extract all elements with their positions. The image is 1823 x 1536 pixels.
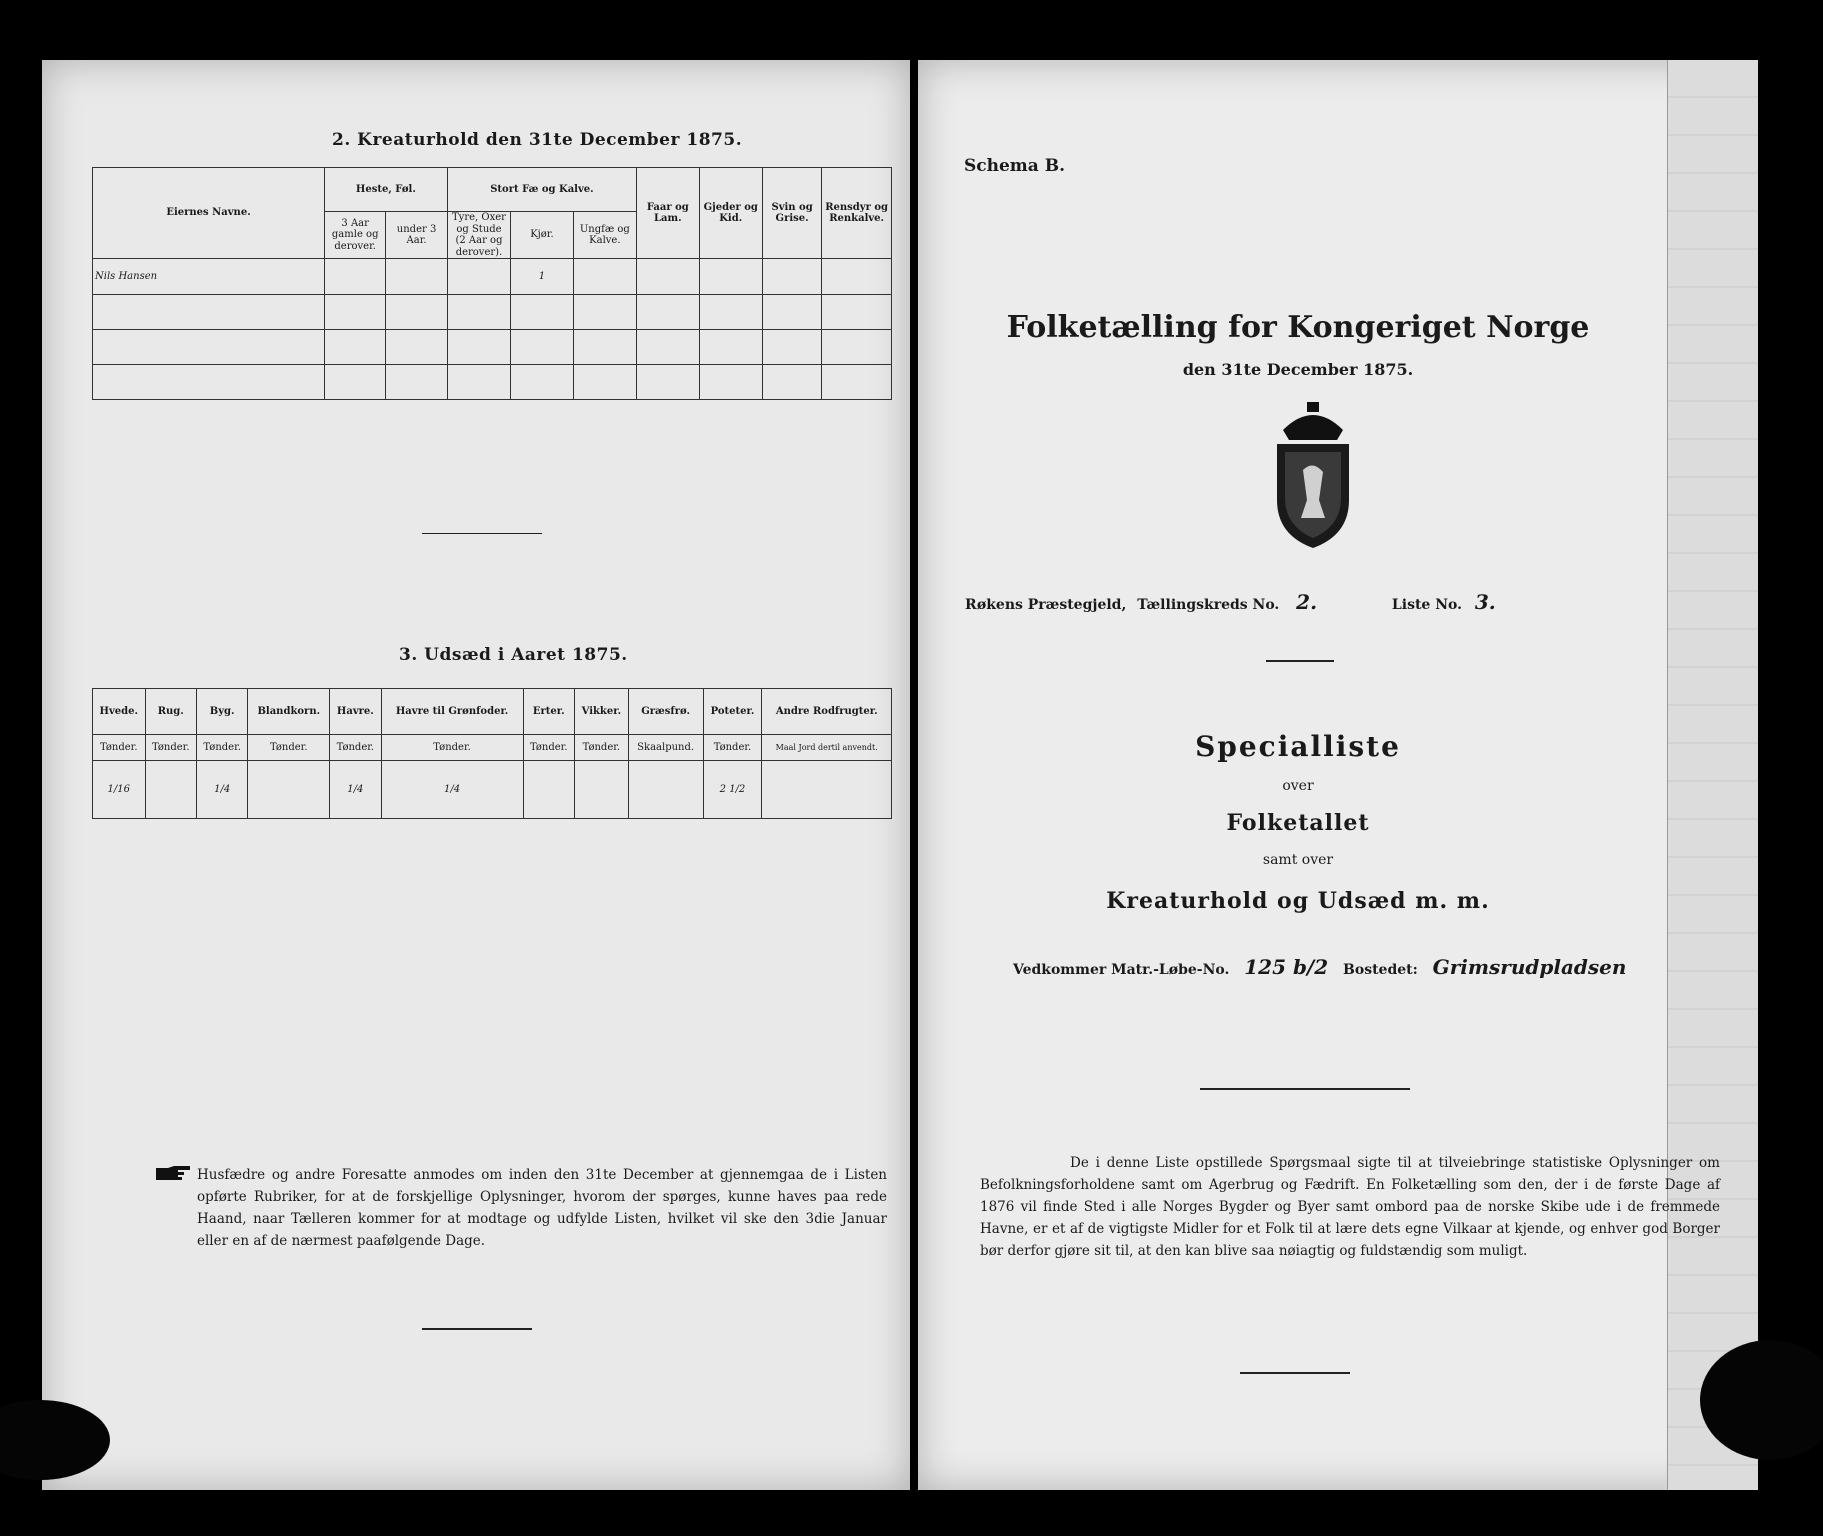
- unit: Tønder.: [93, 735, 146, 761]
- matr-label: Vedkommer Matr.-Løbe-No.: [1013, 962, 1230, 978]
- unit: Tønder.: [523, 735, 574, 761]
- unit: Maal Jord dertil anvendt.: [762, 735, 892, 761]
- section2-title: 2. Kreaturhold den 31te December 1875.: [332, 130, 743, 150]
- col-heste-a: 3 Aar gamle og derover.: [325, 212, 386, 259]
- over-text: over: [1282, 778, 1314, 794]
- hdr-hvede: Hvede.: [93, 689, 146, 735]
- col-heste: Heste, Føl.: [325, 168, 448, 212]
- bostedet-value: Grimsrudpladsen: [1432, 955, 1627, 979]
- prestegjeld-label: Røkens Præstegjeld,: [965, 597, 1127, 613]
- val-graesfro: [628, 761, 703, 819]
- col-stort-c: Ungfæ og Kalve.: [573, 212, 636, 259]
- divider: [422, 1328, 532, 1330]
- val-rug: [145, 761, 196, 819]
- col-stort-a: Tyre, Oxer og Stude (2 Aar og derover).: [447, 212, 510, 259]
- table-row: [93, 761, 892, 819]
- table-row: [93, 295, 892, 330]
- table-row: [93, 259, 892, 295]
- hdr-byg: Byg.: [196, 689, 247, 735]
- divider: [1240, 1372, 1350, 1374]
- census-date: den 31te December 1875.: [1182, 360, 1414, 379]
- left-page: [42, 60, 910, 1490]
- specialliste-heading: Specialliste: [1195, 730, 1401, 763]
- col-stort-b: Kjør.: [511, 212, 573, 259]
- unit: Tønder.: [196, 735, 247, 761]
- livestock-table: [92, 167, 892, 400]
- val-blandkorn: [248, 761, 330, 819]
- val-havre-gronfoder: 1/4: [381, 761, 523, 819]
- hdr-andre: Andre Rodfrugter.: [762, 689, 892, 735]
- hdr-rug: Rug.: [145, 689, 196, 735]
- row1-kjor: 1: [511, 259, 573, 295]
- divider: [422, 533, 542, 534]
- unit: Tønder.: [145, 735, 196, 761]
- val-havre: 1/4: [330, 761, 381, 819]
- section3-title: 3. Udsæd i Aaret 1875.: [399, 645, 628, 665]
- hdr-graesfro: Græsfrø.: [628, 689, 703, 735]
- table-row: [93, 330, 892, 365]
- page-edge: [1667, 60, 1758, 1490]
- right-page: [918, 60, 1758, 1490]
- col-svin: Svin og Grise.: [762, 168, 821, 259]
- kreaturhold-heading: Kreaturhold og Udsæd m. m.: [1106, 888, 1490, 914]
- pointing-hand-icon: [154, 1164, 192, 1184]
- notice-text: Husfædre og andre Foresatte anmodes om inden den 31te December at gjennemgaa de i Listen opførte Rubriker, for at de forskjellige Oplysninger, hvorom der spørges, kunne haves paa rede Haand, naar Tælleren kommer for at modtage og udfylde Listen, hvilket vil ske den 3die Januar eller en af de nærmest paafølgende Dage.: [197, 1167, 887, 1249]
- hdr-blandkorn: Blandkorn.: [248, 689, 330, 735]
- info-paragraph: De i denne Liste opstillede Spørgsmaal sigte til at tilveiebringe statistiske Oplysninger om Befolkningsforholdene samt om Agerbrug og Fædrift. En Folketælling som den, der i de første Dage af 1876 vil finde Sted i alle Norges Bygder og Byer samt ombord paa de norske Skibe ude i de fremmede Havne, er et af de vigtigste Midler for et Folk til at lære dets egne Vilkaar at kjende, og enhver god Borger bør derfor gjøre sit til, at den kan blive saa nøiagtig og fuldstændig som muligt.: [980, 1155, 1720, 1259]
- prestegjeld-row: [965, 590, 1496, 614]
- folketallet-heading: Folketallet: [1226, 810, 1370, 836]
- kreds-label: Tællingskreds No.: [1137, 597, 1280, 613]
- col-stort-fae: Stort Fæ og Kalve.: [447, 168, 636, 212]
- liste-label: Liste No.: [1391, 597, 1462, 613]
- val-byg: 1/4: [196, 761, 247, 819]
- divider: [1200, 1088, 1410, 1090]
- hdr-vikker: Vikker.: [574, 689, 628, 735]
- matr-row: [1013, 955, 1626, 979]
- divider: [1266, 660, 1334, 662]
- census-title: Folketælling for Kongeriget Norge: [1006, 310, 1590, 345]
- unit: Tønder.: [330, 735, 381, 761]
- col-faar: Faar og Lam.: [637, 168, 699, 259]
- hdr-poteter: Poteter.: [703, 689, 762, 735]
- hdr-erter: Erter.: [523, 689, 574, 735]
- val-poteter: 2 1/2: [703, 761, 762, 819]
- col-gjeder: Gjeder og Kid.: [699, 168, 762, 259]
- coat-of-arms-icon: [1263, 400, 1363, 550]
- unit: Skaalpund.: [628, 735, 703, 761]
- col-owner-names: Eiernes Navne.: [93, 168, 325, 259]
- val-erter: [523, 761, 574, 819]
- liste-value: 3.: [1474, 590, 1496, 614]
- hdr-havre-gronfoder: Havre til Grønfoder.: [381, 689, 523, 735]
- unit: Tønder.: [574, 735, 628, 761]
- unit: Tønder.: [381, 735, 523, 761]
- col-heste-b: under 3 Aar.: [386, 212, 447, 259]
- kreds-value: 2.: [1296, 590, 1318, 614]
- bostedet-label: Bostedet:: [1343, 962, 1418, 978]
- row1-name: Nils Hansen: [93, 259, 325, 295]
- val-andre: [762, 761, 892, 819]
- val-vikker: [574, 761, 628, 819]
- samt-over-text: samt over: [1262, 852, 1334, 868]
- unit: Tønder.: [248, 735, 330, 761]
- col-rensdyr: Rensdyr og Renkalve.: [822, 168, 892, 259]
- table-row: [93, 365, 892, 400]
- hdr-havre: Havre.: [330, 689, 381, 735]
- val-hvede: 1/16: [93, 761, 146, 819]
- unit: Tønder.: [703, 735, 762, 761]
- schema-label: Schema B.: [964, 156, 1066, 176]
- seed-table: [92, 688, 892, 819]
- matr-value: 125 b/2: [1244, 955, 1329, 979]
